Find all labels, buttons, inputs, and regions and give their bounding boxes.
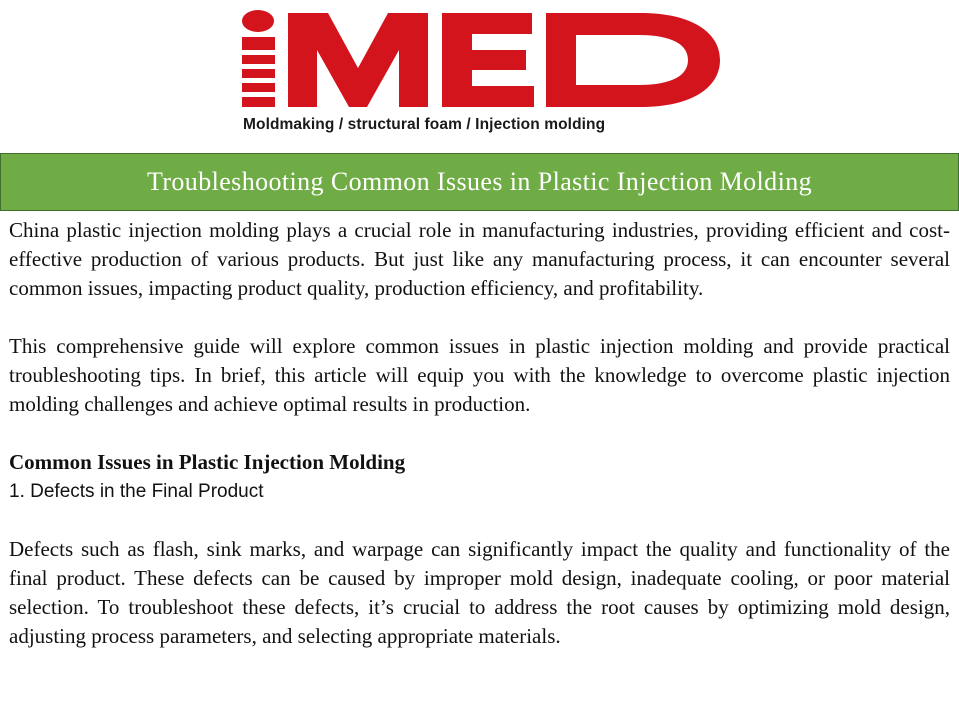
page-title: Troubleshooting Common Issues in Plastic Injection Molding [146,167,813,196]
article-body [9,216,950,651]
logo-tagline: Moldmaking / structural foam / Injection molding [243,116,606,133]
section-heading: Common Issues in Plastic Injection Molding [9,450,406,474]
imed-logo [236,6,726,110]
body-paragraph-1: Defects such as flash, sink marks, and warpage can significantly impact the quality and functionality of the final product. These defects can be caused by improper mold design, inadequate cooling, or poor material selection. To troubleshoot these defects, it’s crucial to address the root causes by optimizing mold design, adjusting process parameters, and selecting appropriate materials. [9,537,950,648]
title-banner [0,153,959,211]
logo-header [0,0,959,150]
intro-paragraph-2: This comprehensive guide will explore common issues in plastic injection molding and provide practical troubleshooting tips. In brief, this article will equip you with the knowledge to overcome plastic injection molding challenges and achieve optimal results in production. [9,334,950,416]
subsection-heading: 1. Defects in the Final Product [9,481,264,502]
intro-paragraph-1: China plastic injection molding plays a crucial role in manufacturing industries, providing efficient and cost-effective production of various products. But just like any manufacturing process, it can encounter several common issues, impacting product quality, production efficiency, and profitability. [9,218,950,300]
